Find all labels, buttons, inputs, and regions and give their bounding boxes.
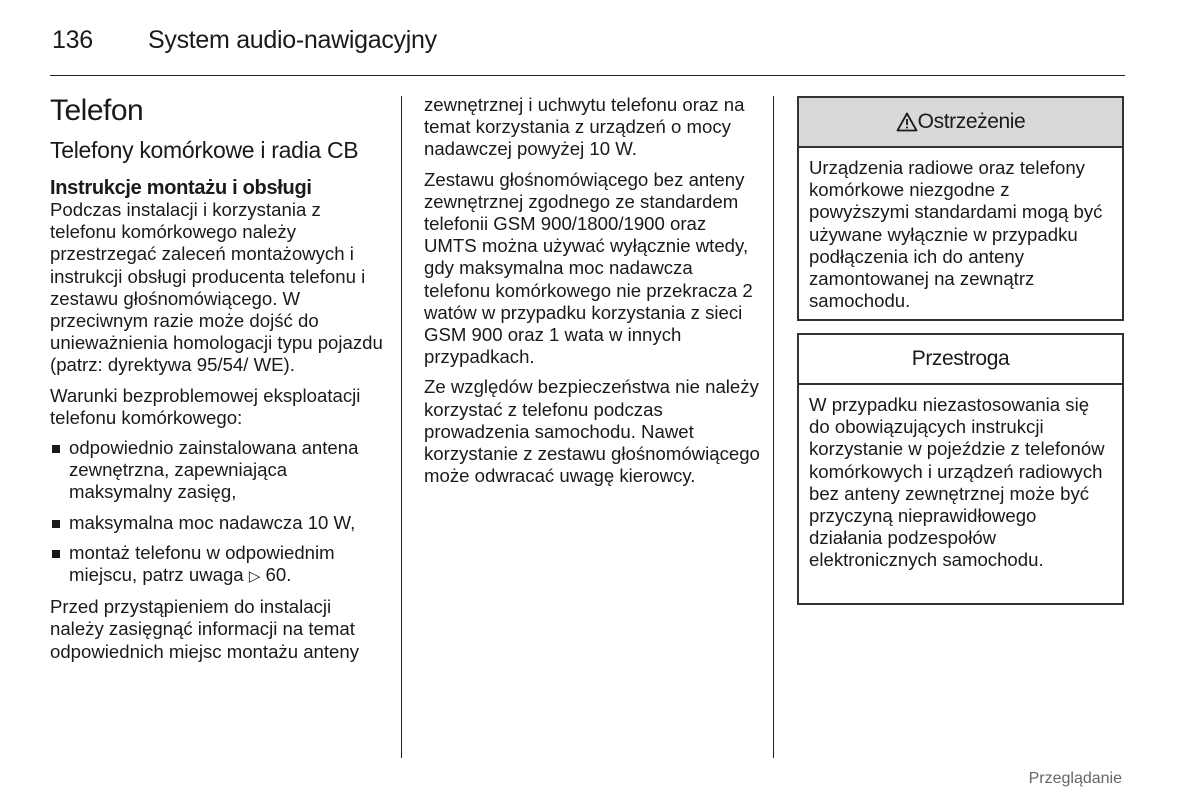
column-left: [50, 94, 390, 671]
paragraph: zewnętrznej i uchwytu telefonu oraz na temat korzystania z urządzeń o mocy nadawczej powyżej 10 W.: [424, 94, 745, 160]
paragraph: Przed przystąpieniem do instalacji należy zasięgnąć informacji na temat odpowiednich miejsc montażu anteny: [50, 596, 360, 662]
caution-body: W przypadku niezastosowania się do obowiązujących instrukcji korzystanie w pojeździe z telefonów komórkowych i urządzeń radiowych bez anteny zewnętrznej może być przyczyną nieprawidłowego działania podzespołów elektronicznych samochodu.: [809, 394, 1105, 571]
warning-header: [799, 98, 1122, 148]
paragraph: Ze względów bezpieczeństwa nie należy korzystać z telefonu podczas prowadzenia samochodu. Nawet korzystanie z zestawu głośnomówiącego może odwracać uwagę kierowcy.: [424, 376, 760, 487]
bullet-list: [50, 437, 390, 588]
list-item-text: montaż telefonu w odpowiednim miejscu, patrz uwaga: [69, 541, 335, 586]
page-title: Telefon: [50, 94, 144, 127]
caution-box: [797, 333, 1124, 605]
list-item-text: odpowiednio zainstalowana antena zewnętrzna, zapewniająca maksymalny zasięg,: [69, 437, 359, 503]
list-item: [50, 512, 390, 534]
list-item-text: maksymalna moc nadawcza 10 W,: [69, 511, 356, 533]
paragraph: Podczas instalacji i korzystania z telefonu komórkowego należy przestrzegać zaleceń montażowych i instrukcji obsługi producenta telefonu i zestawu głośnomówiącego. W przeciwnym razie może dojść do unieważnienia homologacji typu pojazdu (patrz: dyrektywa 95/54/ WE).: [50, 199, 383, 376]
warning-title: Ostrzeżenie: [917, 110, 1026, 133]
list-item: [50, 542, 390, 588]
page-reference[interactable]: 60.: [265, 564, 292, 586]
header-rule: [50, 75, 1125, 76]
caution-title: Przestroga: [911, 347, 1010, 370]
page-header: [52, 26, 437, 56]
subtitle: Telefony komórkowe i radia CB: [50, 137, 359, 163]
subheading: Instrukcje montażu i obsługi: [50, 177, 312, 199]
arrow-right-outline-icon[interactable]: ▷: [248, 568, 261, 586]
page-number: 136: [52, 26, 93, 54]
column-divider: [401, 96, 402, 758]
warning-triangle-icon: [896, 112, 918, 132]
list-item: [50, 437, 390, 504]
caution-header: [799, 335, 1122, 385]
paragraph: Zestawu głośnomówiącego bez anteny zewnętrznej zgodnego ze standardem telefonii GSM 900/1800/1900 oraz UMTS można używać wyłącznie wtedy, gdy maksymalna moc nadawcza telefonu komórkowego nie przekracza 2 watów w przypadku korzystania z sieci GSM 900 oraz 1 wata w innych przypadkach.: [424, 168, 753, 368]
warning-body: Urządzenia radiowe oraz telefony komórkowe niezgodne z powyższymi standardami mogą być używane wyłącznie w przypadku podłączenia ich do anteny zamontowanej na zewnątrz samochodu.: [809, 157, 1103, 312]
warning-box: [797, 96, 1124, 321]
section-title: System audio-nawigacyjny: [148, 26, 437, 54]
footer-label: Przeglądanie: [1028, 770, 1122, 787]
paragraph: Warunki bezproblemowej eksploatacji telefonu komórkowego:: [50, 384, 361, 428]
column-middle: [424, 94, 764, 495]
column-divider: [773, 96, 774, 758]
